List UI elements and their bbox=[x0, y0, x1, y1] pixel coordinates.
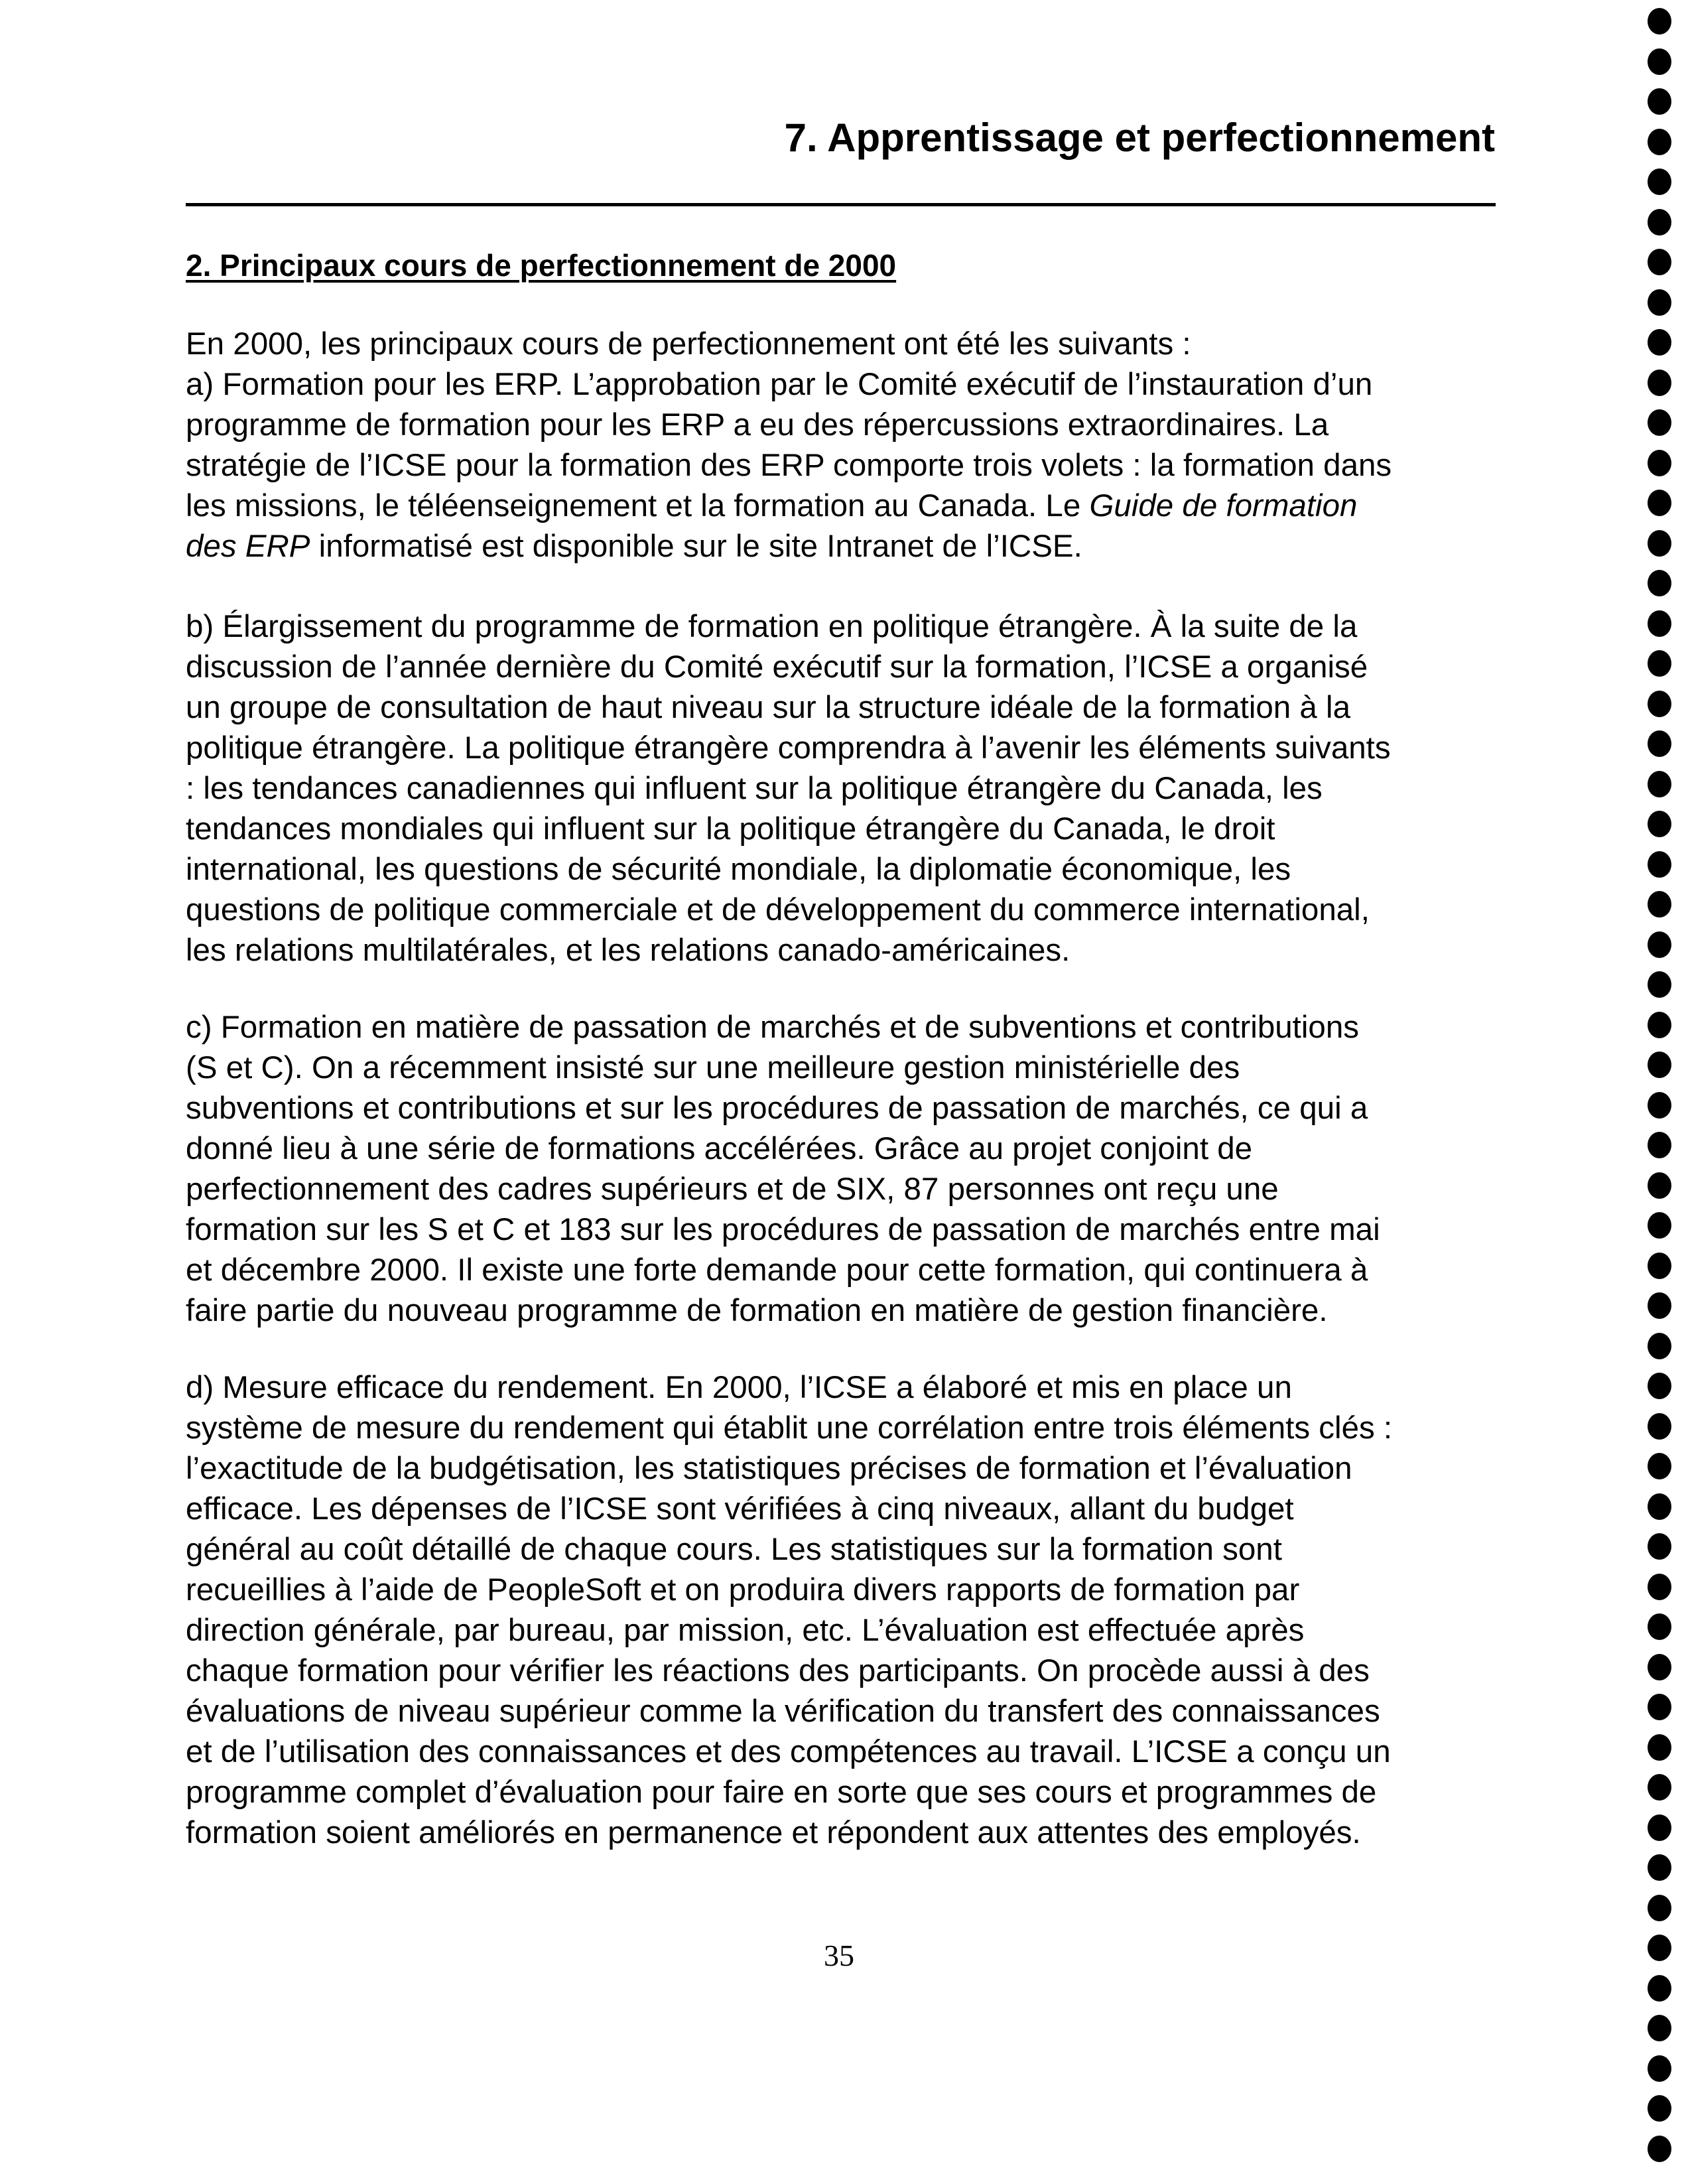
paragraph-line: a) Formation pour les ERP. L’approbation par le Comité exécutif de l’instauration d’un bbox=[186, 367, 1373, 402]
binding-hole bbox=[1648, 1734, 1671, 1761]
paragraph-line: b) Élargissement du programme de formation en politique étrangère. À la suite de la bbox=[186, 609, 1358, 644]
paragraph-line: international, les questions de sécurité mondiale, la diplomatie économique, les bbox=[186, 852, 1291, 887]
binding-hole bbox=[1648, 1413, 1671, 1440]
paragraph-line: donné lieu à une série de formations accélérées. Grâce au projet conjoint de bbox=[186, 1131, 1253, 1166]
binding-hole bbox=[1648, 289, 1671, 316]
spiral-binding-holes bbox=[1648, 0, 1674, 2184]
text-run: les missions, le téléenseignement et la formation au Canada. Le bbox=[186, 488, 1090, 523]
paragraph-line: stratégie de l’ICSE pour la formation des ERP comporte trois volets : la formation dans bbox=[186, 448, 1392, 483]
binding-hole bbox=[1648, 931, 1671, 958]
binding-hole bbox=[1648, 2095, 1671, 2122]
binding-hole bbox=[1648, 1333, 1671, 1359]
binding-hole bbox=[1648, 1172, 1671, 1199]
binding-hole bbox=[1648, 1975, 1671, 2002]
paragraph-line: l’exactitude de la budgétisation, les statistiques précises de formation et l’évaluation bbox=[186, 1451, 1352, 1486]
paragraph-line: évaluations de niveau supérieur comme la vérification du transfert des connaissances bbox=[186, 1694, 1380, 1729]
binding-hole bbox=[1648, 249, 1671, 275]
paragraph-line: discussion de l’année dernière du Comité exécutif sur la formation, l’ICSE a organisé bbox=[186, 649, 1368, 685]
paragraph-line: recueillies à l’aide de PeopleSoft et on produira divers rapports de formation par bbox=[186, 1572, 1300, 1607]
paragraph-line: un groupe de consultation de haut niveau sur la structure idéale de la formation à la bbox=[186, 690, 1350, 725]
chapter-title: 7. Apprentissage et perfectionnement bbox=[784, 115, 1495, 160]
paragraph-b bbox=[186, 606, 1512, 971]
binding-hole bbox=[1648, 1012, 1671, 1038]
binding-hole bbox=[1648, 1774, 1671, 1801]
binding-hole bbox=[1648, 851, 1671, 878]
binding-hole bbox=[1648, 530, 1671, 557]
paragraph-line: programme de formation pour les ERP a eu des répercussions extraordinaires. La bbox=[186, 407, 1329, 443]
binding-hole bbox=[1648, 1373, 1671, 1399]
binding-hole bbox=[1648, 88, 1671, 115]
binding-hole bbox=[1648, 169, 1671, 195]
binding-hole bbox=[1648, 1574, 1671, 1600]
binding-hole bbox=[1648, 1694, 1671, 1720]
binding-hole bbox=[1648, 1533, 1671, 1560]
binding-hole bbox=[1648, 811, 1671, 837]
binding-hole bbox=[1648, 370, 1671, 396]
guide-title-italic: des ERP bbox=[186, 529, 310, 564]
binding-hole bbox=[1648, 730, 1671, 757]
binding-hole bbox=[1648, 8, 1671, 34]
page-number: 35 bbox=[824, 1939, 854, 1972]
binding-hole bbox=[1648, 1132, 1671, 1158]
paragraph-line: et décembre 2000. Il existe une forte demande pour cette formation, qui continuera à bbox=[186, 1253, 1368, 1288]
paragraph-line: programme complet d’évaluation pour faire en sorte que ses cours et programmes de bbox=[186, 1775, 1377, 1810]
binding-hole bbox=[1648, 1814, 1671, 1841]
binding-hole bbox=[1648, 1493, 1671, 1520]
binding-hole bbox=[1648, 2136, 1671, 2162]
binding-hole bbox=[1648, 570, 1671, 596]
paragraph-line: formation soient améliorés en permanence et répondent aux attentes des employés. bbox=[186, 1815, 1361, 1850]
binding-hole bbox=[1648, 971, 1671, 998]
binding-hole bbox=[1648, 1253, 1671, 1279]
binding-hole bbox=[1648, 48, 1671, 75]
paragraph-line: : les tendances canadiennes qui influent sur la politique étrangère du Canada, les bbox=[186, 771, 1323, 806]
binding-hole bbox=[1648, 2015, 1671, 2041]
header-rule bbox=[186, 203, 1496, 206]
paragraph-line: tendances mondiales qui influent sur la politique étrangère du Canada, le droit bbox=[186, 811, 1275, 847]
paragraph-line: efficace. Les dépenses de l’ICSE sont vérifiées à cinq niveaux, allant du budget bbox=[186, 1491, 1294, 1527]
binding-hole bbox=[1648, 1895, 1671, 1921]
binding-hole bbox=[1648, 1613, 1671, 1640]
paragraph-line: direction générale, par bureau, par mission, etc. L’évaluation est effectuée après bbox=[186, 1613, 1305, 1648]
paragraph-line: et de l’utilisation des connaissances et des compétences au travail. L’ICSE a conçu un bbox=[186, 1734, 1391, 1769]
paragraph-line: subventions et contributions et sur les procédures de passation de marchés, ce qui a bbox=[186, 1091, 1368, 1126]
paragraph-line: En 2000, les principaux cours de perfectionnement ont été les suivants : bbox=[186, 326, 1191, 362]
binding-hole bbox=[1648, 2055, 1671, 2082]
binding-hole bbox=[1648, 409, 1671, 436]
binding-hole bbox=[1648, 490, 1671, 516]
binding-hole bbox=[1648, 891, 1671, 918]
binding-hole bbox=[1648, 1854, 1671, 1881]
binding-hole bbox=[1648, 329, 1671, 356]
binding-hole bbox=[1648, 650, 1671, 677]
binding-hole bbox=[1648, 771, 1671, 797]
binding-hole bbox=[1648, 450, 1671, 476]
guide-title-italic: Guide de formation bbox=[1089, 488, 1358, 523]
binding-hole bbox=[1648, 610, 1671, 637]
section-heading: 2. Principaux cours de perfectionnement de 2000 bbox=[186, 248, 897, 283]
paragraph-line: les relations multilatérales, et les relations canado-américaines. bbox=[186, 933, 1070, 968]
paragraph-c bbox=[186, 1007, 1512, 1331]
paragraph-line: c) Formation en matière de passation de marchés et de subventions et contributions bbox=[186, 1010, 1360, 1045]
binding-hole bbox=[1648, 1935, 1671, 1961]
paragraph-line: d) Mesure efficace du rendement. En 2000, l’ICSE a élaboré et mis en place un bbox=[186, 1370, 1292, 1405]
binding-hole bbox=[1648, 209, 1671, 236]
paragraph-line: (S et C). On a récemment insisté sur une meilleure gestion ministérielle des bbox=[186, 1050, 1240, 1085]
paragraph-line: formation sur les S et C et 183 sur les procédures de passation de marchés entre mai bbox=[186, 1212, 1380, 1247]
paragraph-line: questions de politique commerciale et de développement du commerce international, bbox=[186, 892, 1370, 927]
paragraph-line: chaque formation pour vérifier les réactions des participants. On procède aussi à des bbox=[186, 1653, 1370, 1688]
paragraph-line: perfectionnement des cadres supérieurs et de SIX, 87 personnes ont reçu une bbox=[186, 1172, 1279, 1207]
paragraph-line: général au coût détaillé de chaque cours. Les statistiques sur la formation sont bbox=[186, 1532, 1282, 1567]
paragraph-intro-a bbox=[186, 324, 1512, 567]
binding-hole bbox=[1648, 1292, 1671, 1319]
binding-hole bbox=[1648, 1212, 1671, 1239]
paragraph-line: politique étrangère. La politique étrangère comprendra à l’avenir les éléments suivants bbox=[186, 730, 1391, 766]
binding-hole bbox=[1648, 1453, 1671, 1479]
paragraph-line bbox=[186, 486, 1512, 526]
binding-hole bbox=[1648, 691, 1671, 717]
binding-hole bbox=[1648, 129, 1671, 155]
text-run: informatisé est disponible sur le site Intranet de l’ICSE. bbox=[310, 529, 1082, 564]
binding-hole bbox=[1648, 1092, 1671, 1119]
binding-hole bbox=[1648, 1052, 1671, 1078]
paragraph-line: système de mesure du rendement qui établit une corrélation entre trois éléments clés : bbox=[186, 1410, 1393, 1446]
paragraph-d bbox=[186, 1367, 1512, 1853]
paragraph-line: faire partie du nouveau programme de formation en matière de gestion financière. bbox=[186, 1293, 1328, 1328]
binding-hole bbox=[1648, 1654, 1671, 1680]
paragraph-line bbox=[186, 526, 1512, 567]
